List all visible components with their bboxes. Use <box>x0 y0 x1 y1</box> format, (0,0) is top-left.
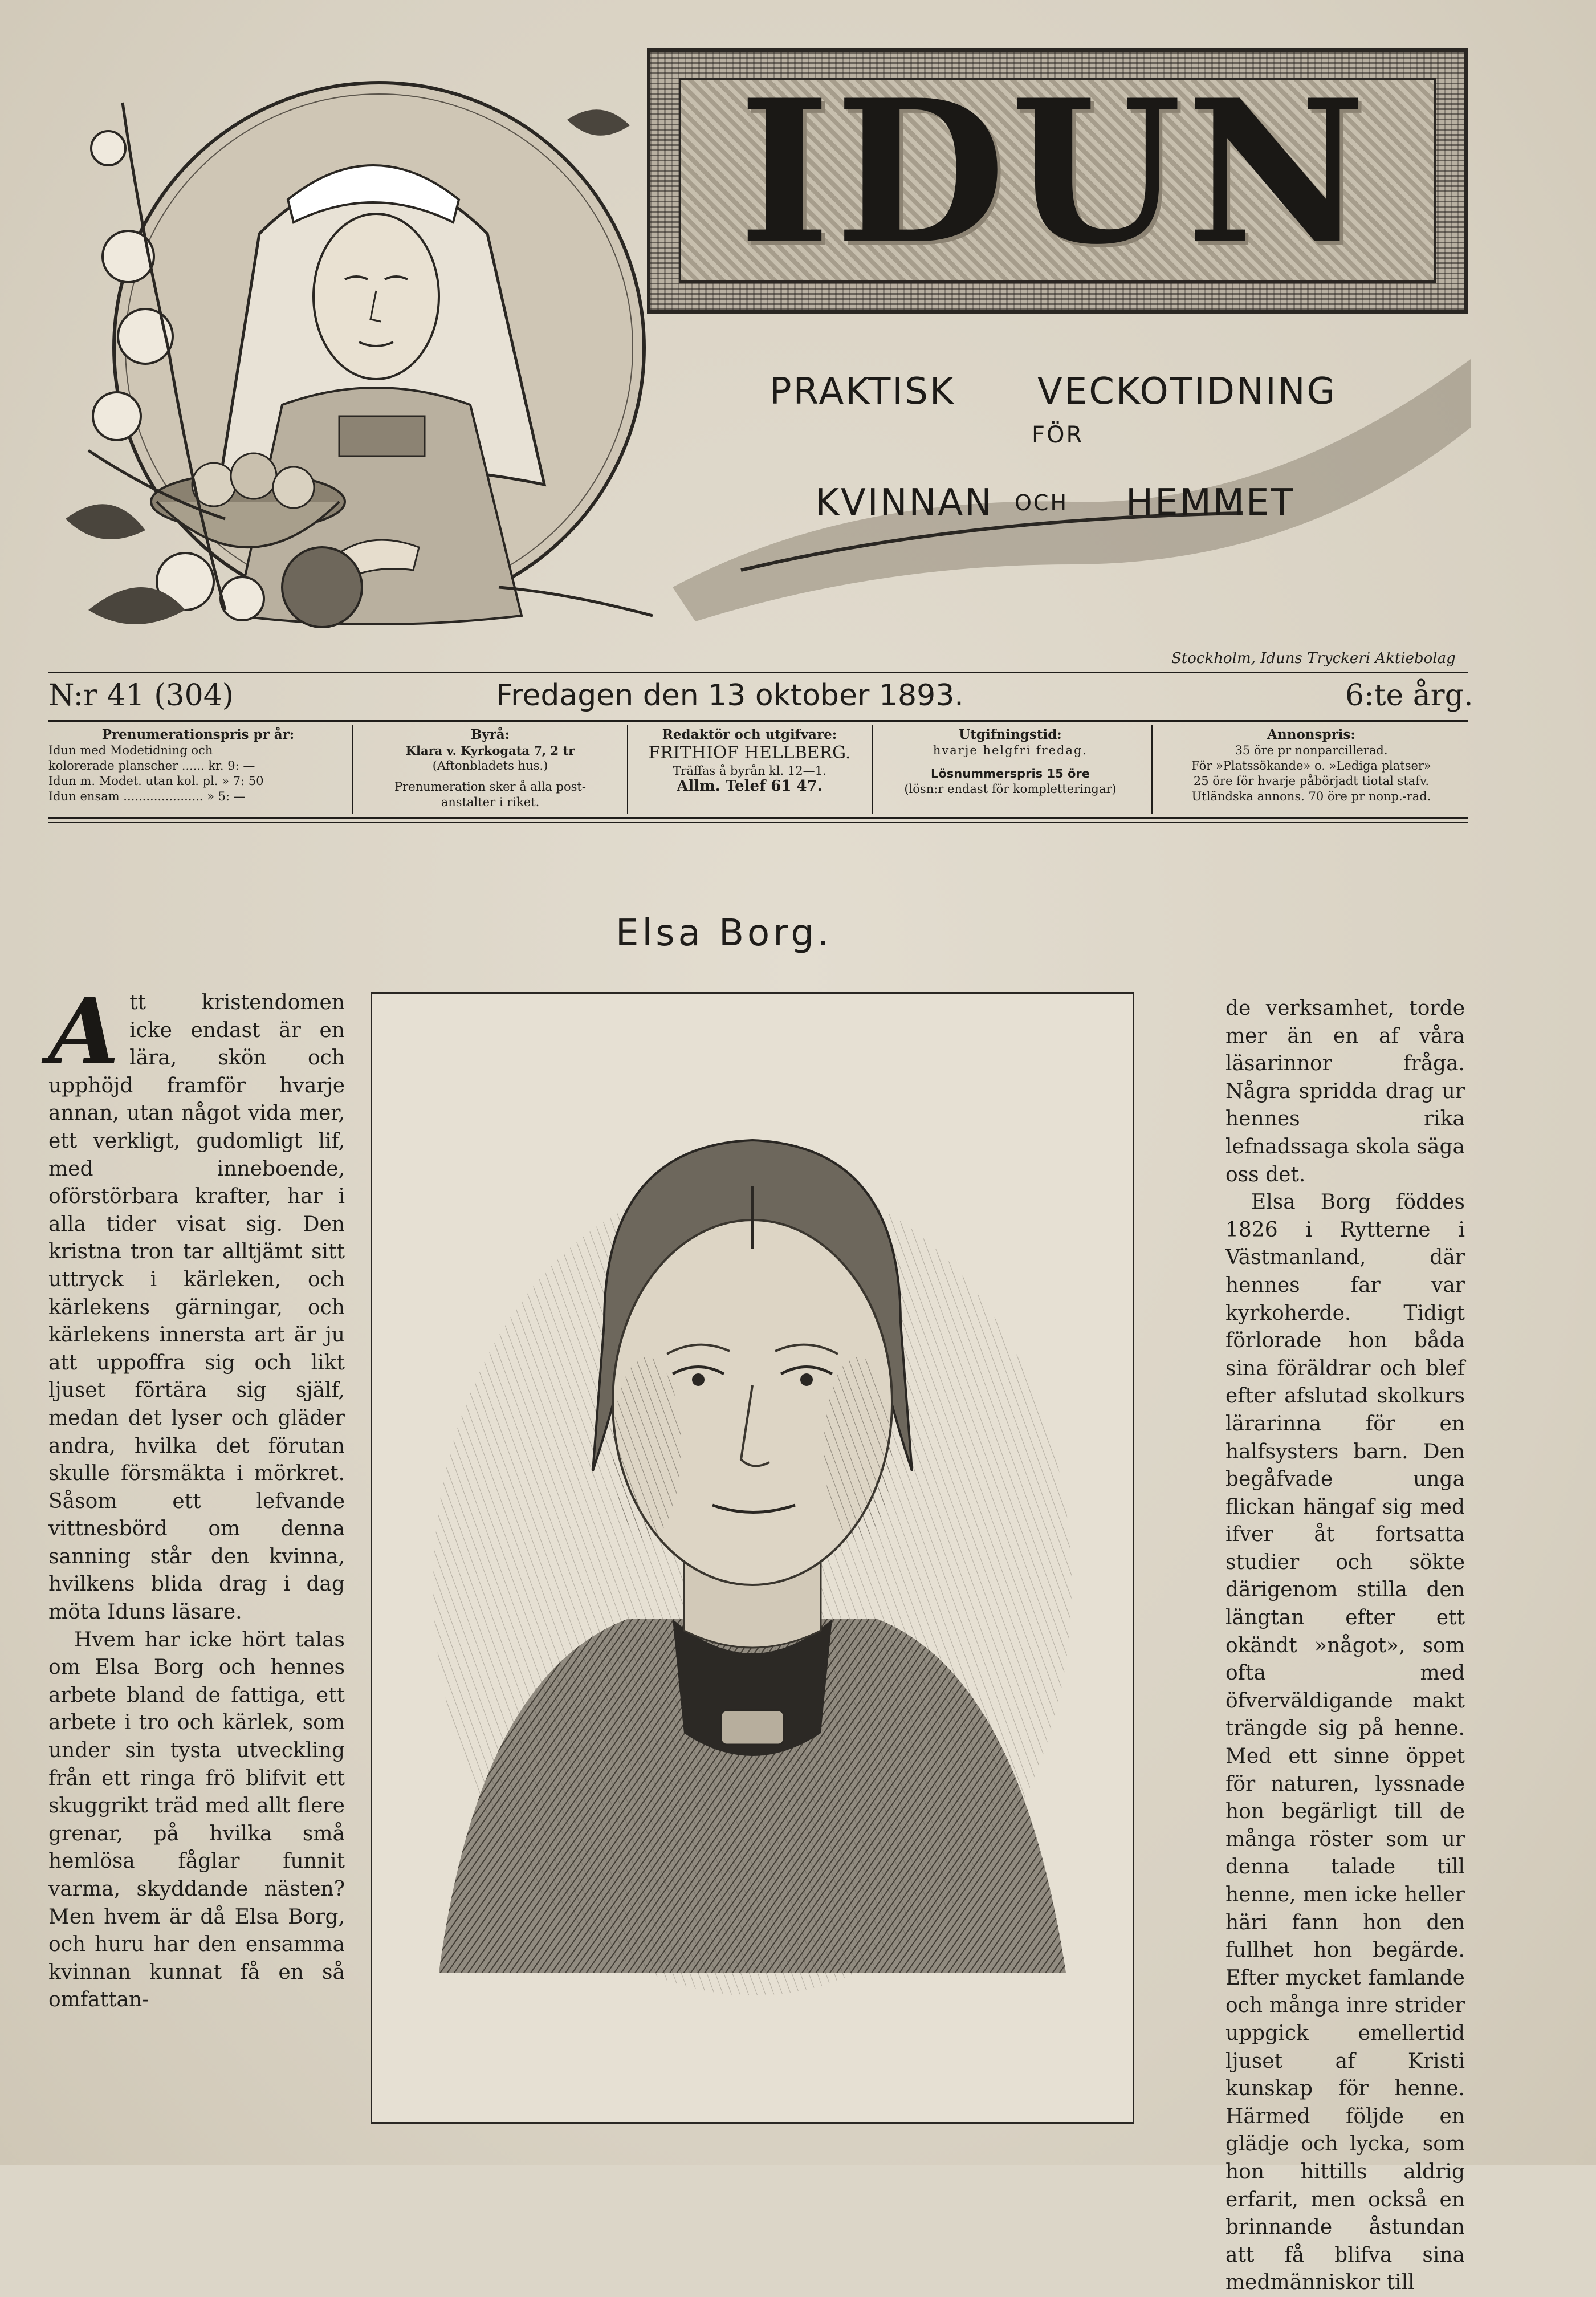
office-line: anstalter i riket. <box>441 795 540 809</box>
subscription-line: Idun m. Modet. utan kol. pl. » 7: 50 <box>48 774 264 788</box>
subtitle-och: OCH <box>1015 490 1069 515</box>
issue-volume: 6:te årg. <box>1345 678 1473 713</box>
publication-line: Lösnummerspris 15 öre <box>930 767 1090 780</box>
masthead-illustration <box>54 51 658 641</box>
elsa-borg-portrait <box>388 1003 1117 2109</box>
article-left-column <box>48 978 345 2014</box>
subtitle-hemmet: HEMMET <box>1126 482 1295 524</box>
subtitle-for: FÖR <box>1032 422 1084 448</box>
ads-box <box>1156 727 1467 804</box>
ads-line: 25 öre för hvarje påbörjadt tiotal stafv. <box>1193 774 1430 788</box>
article-paragraph-text: Elsa Borg föddes 1826 i Rytterne i Västmanland, där hennes far var kyrkoherde. Tidigt förlorade hon båda sina föräldrar och blef efter afslutad skolkurs lärarinna för en halfsysters barn. Den begåfvade unga flickan hängaf sig med ifver åt fortsatta studier och sökte därigenom stilla den längtan efter ett okändt »något», som ofta med öfverväldigande makt trängde sig på henne. Med ett sinne öppet för naturen, lyssnade hon begärligt till de många röster som ur denna talade till henne, men icke heller häri fann hon den fullhet hon begärde. Efter mycket famlande och många inre strider uppgick emellertid ljuset af Kristi kunskap för henne. Härmed följde en glädje och lycka, som hon hittills aldrig erfarit, men också en brinnande åstundan att få blifva sina medmänniskor till <box>1226 1190 1465 2295</box>
rule-top <box>48 672 1468 673</box>
editor-name: FRITHIOF HELLBERG. <box>648 743 851 763</box>
printer-line: Stockholm, Iduns Tryckeri Aktiebolag <box>1171 650 1456 667</box>
publication-title: IDUN <box>738 57 1371 288</box>
article-right-column <box>1226 995 1465 2297</box>
article-headline: Elsa Borg. <box>616 912 833 954</box>
box-divider <box>872 725 873 814</box>
subscription-box <box>48 727 348 804</box>
subscription-line: kolorerade planscher ...... kr. 9: — <box>48 759 255 773</box>
office-line: (Aftonbladets hus.) <box>432 759 548 773</box>
editor-box <box>630 727 869 794</box>
article-paragraph-text: Hvem har icke hört talas om Elsa Borg och hennes arbete bland de fattiga, ett arbete i tro och kärlek, som under sin tysta utveckling från ett ringa frö blifvit ett skuggrikt träd med allt flere grenar, på hvilka små hemlösa fåglar funnit varma, skyddande nästen? Men hvem är då Elsa Borg, och huru har den ensamma kvinnan kunnat få en så omfattan- <box>48 1628 345 2012</box>
article-paragraph <box>1226 1189 1465 2297</box>
ads-heading: Annonspris: <box>1267 727 1355 742</box>
editor-line: Träffas å byrån kl. 12—1. <box>673 764 826 778</box>
office-line: Klara v. Kyrkogata 7, 2 tr <box>405 743 575 758</box>
subtitle-veckotidning: VECKOTIDNING <box>1037 371 1337 413</box>
box-divider <box>352 725 353 814</box>
office-heading: Byrå: <box>470 727 510 742</box>
subscription-line: Idun med Modetidning och <box>48 743 213 757</box>
box-divider <box>627 725 628 814</box>
office-box <box>356 727 624 810</box>
ads-line: För »Platssökande» o. »Lediga platser» <box>1191 759 1431 773</box>
rule-info-top <box>48 720 1468 722</box>
publication-line: hvarje helgfri fredag. <box>933 743 1088 757</box>
ads-line: Utländska annons. 70 öre pr nonp.-rad. <box>1191 790 1431 803</box>
rule-info-bottom-2 <box>48 822 1468 823</box>
article-paragraph <box>1226 995 1465 1189</box>
subscription-heading: Prenumerationspris pr år: <box>101 727 295 742</box>
subtitle-praktisk: PRAKTISK <box>769 371 955 413</box>
ads-line: 35 öre pr nonparcillerad. <box>1235 743 1388 757</box>
article-paragraph-text: de verksamhet, torde mer än en af våra läsarinnor fråga. Några spridda drag ur hennes rika lefnadssaga skola säga oss det. <box>1226 997 1465 1186</box>
issue-date: Fredagen den 13 oktober 1893. <box>496 678 964 713</box>
publication-line: (lösn:r endast för kompletteringar) <box>904 782 1117 796</box>
article-paragraph <box>48 978 345 1627</box>
article-paragraph <box>48 1627 345 2014</box>
editor-line: Allm. Telef 61 47. <box>677 778 823 795</box>
article-dropcap: A <box>48 978 120 1085</box>
subtitle-kvinnan: KVINNAN <box>815 482 994 524</box>
office-line: Prenumeration sker å alla post- <box>394 780 586 794</box>
box-divider <box>1151 725 1153 814</box>
editor-heading: Redaktör och utgifvare: <box>662 727 837 742</box>
article-paragraph-text: tt kristendomen icke endast är en lära, skön och upphöjd framför hvarje annan, utan något vida mer, ett verkligt, gudomligt lif, med inneboende, oförstörbara krafter, har i alla tider visat sig. Den kristna tron tar alltjämt sitt uttryck i kärleken, och kärlekens gärningar, och kärlekens innersta art är ju att uppoffra sig och likt ljuset förtära sig själf, medan det lyser och gläder andra, hvilka det förutan skulle försmäkta i mörkret. Såsom ett lefvande vittnesbörd om denna sanning står den kvinna, hvilkens blida drag i dag möta Iduns läsare. <box>48 991 345 1624</box>
subtitle-ink-swash <box>673 325 1471 621</box>
issue-number: N:r 41 (304) <box>48 678 234 713</box>
publication-heading: Utgifningstid: <box>959 727 1062 742</box>
bleed-through-texture <box>1459 319 1585 1402</box>
rule-info-bottom <box>48 817 1468 819</box>
subscription-line: Idun ensam ..................... » 5: — <box>48 790 246 803</box>
publication-box <box>875 727 1146 797</box>
